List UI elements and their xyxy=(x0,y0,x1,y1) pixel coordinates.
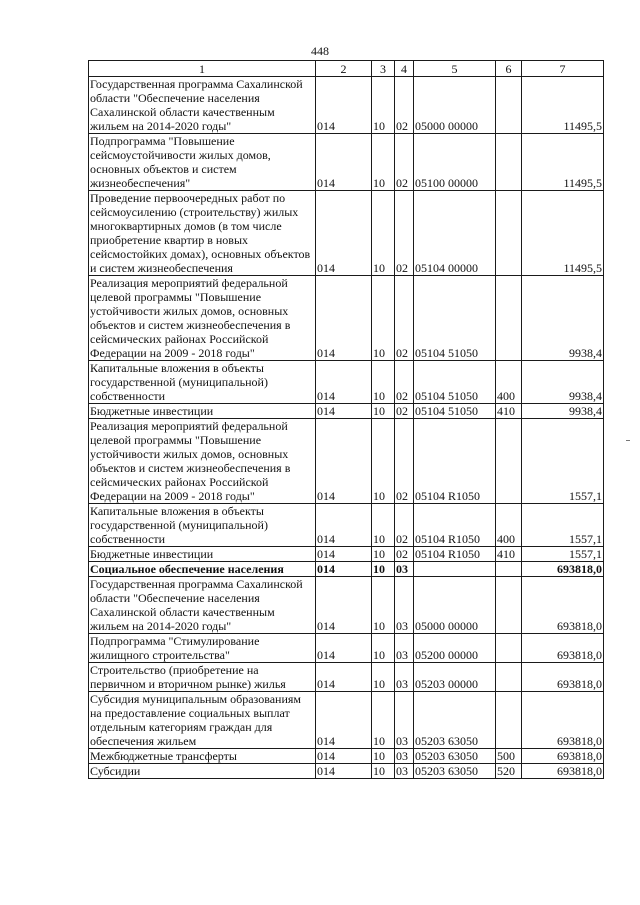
amount-cell: 9938,4 xyxy=(522,361,604,404)
section-code-cell: 10 xyxy=(372,134,395,191)
item-name-cell: Подпрограмма "Стимулирование жилищного строительства" xyxy=(89,634,316,663)
expense-type-cell xyxy=(496,663,522,692)
amount-cell: 693818,0 xyxy=(522,749,604,764)
item-name-cell: Субсидия муниципальным образованиям на предоставление социальных выплат отдельным категориям граждан для обеспечения жильем xyxy=(89,692,316,749)
amount-cell: 11495,5 xyxy=(522,191,604,276)
expense-type-cell xyxy=(496,77,522,134)
section-code-cell: 10 xyxy=(372,547,395,562)
ministry-code-cell: 014 xyxy=(316,547,372,562)
expense-type-cell xyxy=(496,276,522,361)
table-row xyxy=(89,77,604,134)
expense-type-cell xyxy=(496,134,522,191)
section-code-cell: 10 xyxy=(372,276,395,361)
item-name-cell: Государственная программа Сахалинской области "Обеспечение населения Сахалинской области качественным жильем на 2014-2020 годы" xyxy=(89,77,316,134)
table-row xyxy=(89,577,604,634)
item-name-cell: Бюджетные инвестиции xyxy=(89,404,316,419)
subsection-code-cell: 02 xyxy=(395,404,414,419)
section-code-cell: 10 xyxy=(372,504,395,547)
amount-cell: 9938,4 xyxy=(522,276,604,361)
expense-type-cell xyxy=(496,562,522,577)
ministry-code-cell: 014 xyxy=(316,191,372,276)
expense-type-cell xyxy=(496,577,522,634)
ministry-code-cell: 014 xyxy=(316,404,372,419)
ministry-code-cell: 014 xyxy=(316,419,372,504)
table-row xyxy=(89,547,604,562)
section-code-cell: 10 xyxy=(372,634,395,663)
ministry-code-cell: 014 xyxy=(316,577,372,634)
target-article-cell: 05203 63050 xyxy=(414,692,496,749)
column-header: 7 xyxy=(522,61,604,77)
section-code-cell: 10 xyxy=(372,77,395,134)
section-code-cell: 10 xyxy=(372,749,395,764)
section-code-cell: 10 xyxy=(372,191,395,276)
item-name-cell: Подпрограмма "Повышение сейсмоустойчивости жилых домов, основных объектов и систем жизнеобеспечения" xyxy=(89,134,316,191)
column-header: 3 xyxy=(372,61,395,77)
table-row xyxy=(89,276,604,361)
target-article-cell: 05104 R1050 xyxy=(414,419,496,504)
amount-cell: 693818,0 xyxy=(522,692,604,749)
table-row xyxy=(89,361,604,404)
ministry-code-cell: 014 xyxy=(316,504,372,547)
target-article-cell: 05104 R1050 xyxy=(414,547,496,562)
expense-type-cell: 400 xyxy=(496,504,522,547)
item-name-cell: Субсидии xyxy=(89,764,316,779)
table-row xyxy=(89,404,604,419)
expense-type-cell xyxy=(496,191,522,276)
subsection-code-cell: 03 xyxy=(395,562,414,577)
target-article-cell: 05000 00000 xyxy=(414,577,496,634)
expense-type-cell: 410 xyxy=(496,547,522,562)
item-name-cell: Строительство (приобретение на первичном и вторичном рынке) жилья xyxy=(89,663,316,692)
item-name-cell: Социальное обеспечение населения xyxy=(89,562,316,577)
subsection-code-cell: 02 xyxy=(395,419,414,504)
subsection-code-cell: 02 xyxy=(395,191,414,276)
ministry-code-cell: 014 xyxy=(316,562,372,577)
section-code-cell: 10 xyxy=(372,764,395,779)
amount-cell: 11495,5 xyxy=(522,77,604,134)
target-article-cell: 05104 00000 xyxy=(414,191,496,276)
ministry-code-cell: 014 xyxy=(316,764,372,779)
column-header: 4 xyxy=(395,61,414,77)
target-article-cell: 05104 51050 xyxy=(414,276,496,361)
item-name-cell: Реализация мероприятий федеральной целевой программы "Повышение устойчивости жилых домов, основных объектов и систем жизнеобеспечения в сейсмических районах Российской Федерации на 2009 - 2018 годы" xyxy=(89,276,316,361)
item-name-cell: Межбюджетные трансферты xyxy=(89,749,316,764)
section-code-cell: 10 xyxy=(372,404,395,419)
column-header: 6 xyxy=(496,61,522,77)
table-row xyxy=(89,692,604,749)
column-header: 5 xyxy=(414,61,496,77)
item-name-cell: Капитальные вложения в объекты государственной (муниципальной) собственности xyxy=(89,361,316,404)
ministry-code-cell: 014 xyxy=(316,692,372,749)
ministry-code-cell: 014 xyxy=(316,749,372,764)
expense-type-cell: 500 xyxy=(496,749,522,764)
scan-mark xyxy=(626,440,630,441)
column-header: 2 xyxy=(316,61,372,77)
expense-type-cell xyxy=(496,692,522,749)
subsection-code-cell: 03 xyxy=(395,692,414,749)
target-article-cell: 05104 51050 xyxy=(414,404,496,419)
expense-type-cell: 400 xyxy=(496,361,522,404)
item-name-cell: Государственная программа Сахалинской области "Обеспечение населения Сахалинской области качественным жильем на 2014-2020 годы" xyxy=(89,577,316,634)
table-row xyxy=(89,663,604,692)
target-article-cell: 05203 63050 xyxy=(414,764,496,779)
table-row xyxy=(89,504,604,547)
subsection-code-cell: 02 xyxy=(395,361,414,404)
item-name-cell: Бюджетные инвестиции xyxy=(89,547,316,562)
section-code-cell: 10 xyxy=(372,577,395,634)
page-number: 448 xyxy=(311,44,329,58)
target-article-cell: 05203 63050 xyxy=(414,749,496,764)
ministry-code-cell: 014 xyxy=(316,634,372,663)
target-article-cell: 05104 R1050 xyxy=(414,504,496,547)
amount-cell: 693818,0 xyxy=(522,577,604,634)
item-name-cell: Проведение первоочередных работ по сейсмоусилению (строительству) жилых многоквартирных домов (в том числе приобретение квартир в новых сейсмостойких домах), основных объектов и систем жизнеобеспечения xyxy=(89,191,316,276)
amount-cell: 11495,5 xyxy=(522,134,604,191)
subsection-code-cell: 03 xyxy=(395,634,414,663)
subsection-code-cell: 03 xyxy=(395,577,414,634)
expense-type-cell xyxy=(496,419,522,504)
ministry-code-cell: 014 xyxy=(316,77,372,134)
target-article-cell: 05104 51050 xyxy=(414,361,496,404)
subsection-code-cell: 02 xyxy=(395,504,414,547)
subsection-code-cell: 03 xyxy=(395,663,414,692)
ministry-code-cell: 014 xyxy=(316,134,372,191)
table-row xyxy=(89,419,604,504)
amount-cell: 1557,1 xyxy=(522,504,604,547)
target-article-cell xyxy=(414,562,496,577)
section-code-cell: 10 xyxy=(372,419,395,504)
item-name-cell: Капитальные вложения в объекты государственной (муниципальной) собственности xyxy=(89,504,316,547)
amount-cell: 693818,0 xyxy=(522,634,604,663)
subsection-code-cell: 02 xyxy=(395,276,414,361)
table-row xyxy=(89,634,604,663)
table-row xyxy=(89,749,604,764)
budget-table xyxy=(88,60,604,779)
target-article-cell: 05203 00000 xyxy=(414,663,496,692)
expense-type-cell: 410 xyxy=(496,404,522,419)
expense-type-cell xyxy=(496,634,522,663)
amount-cell: 693818,0 xyxy=(522,562,604,577)
ministry-code-cell: 014 xyxy=(316,276,372,361)
item-name-cell: Реализация мероприятий федеральной целевой программы "Повышение устойчивости жилых домов, основных объектов и систем жизнеобеспечения в сейсмических районах Российской Федерации на 2009 - 2018 годы" xyxy=(89,419,316,504)
amount-cell: 693818,0 xyxy=(522,764,604,779)
amount-cell: 693818,0 xyxy=(522,663,604,692)
subsection-code-cell: 02 xyxy=(395,547,414,562)
ministry-code-cell: 014 xyxy=(316,361,372,404)
section-code-cell: 10 xyxy=(372,562,395,577)
table-row xyxy=(89,134,604,191)
section-code-cell: 10 xyxy=(372,663,395,692)
target-article-cell: 05100 00000 xyxy=(414,134,496,191)
amount-cell: 9938,4 xyxy=(522,404,604,419)
section-code-cell: 10 xyxy=(372,692,395,749)
ministry-code-cell: 014 xyxy=(316,663,372,692)
subsection-code-cell: 03 xyxy=(395,749,414,764)
table-row xyxy=(89,191,604,276)
target-article-cell: 05200 00000 xyxy=(414,634,496,663)
table-row xyxy=(89,562,604,577)
column-header: 1 xyxy=(89,61,316,77)
amount-cell: 1557,1 xyxy=(522,419,604,504)
amount-cell: 1557,1 xyxy=(522,547,604,562)
subsection-code-cell: 02 xyxy=(395,134,414,191)
subsection-code-cell: 02 xyxy=(395,77,414,134)
table-row xyxy=(89,764,604,779)
section-code-cell: 10 xyxy=(372,361,395,404)
table-header-row xyxy=(89,61,604,77)
target-article-cell: 05000 00000 xyxy=(414,77,496,134)
subsection-code-cell: 03 xyxy=(395,764,414,779)
expense-type-cell: 520 xyxy=(496,764,522,779)
